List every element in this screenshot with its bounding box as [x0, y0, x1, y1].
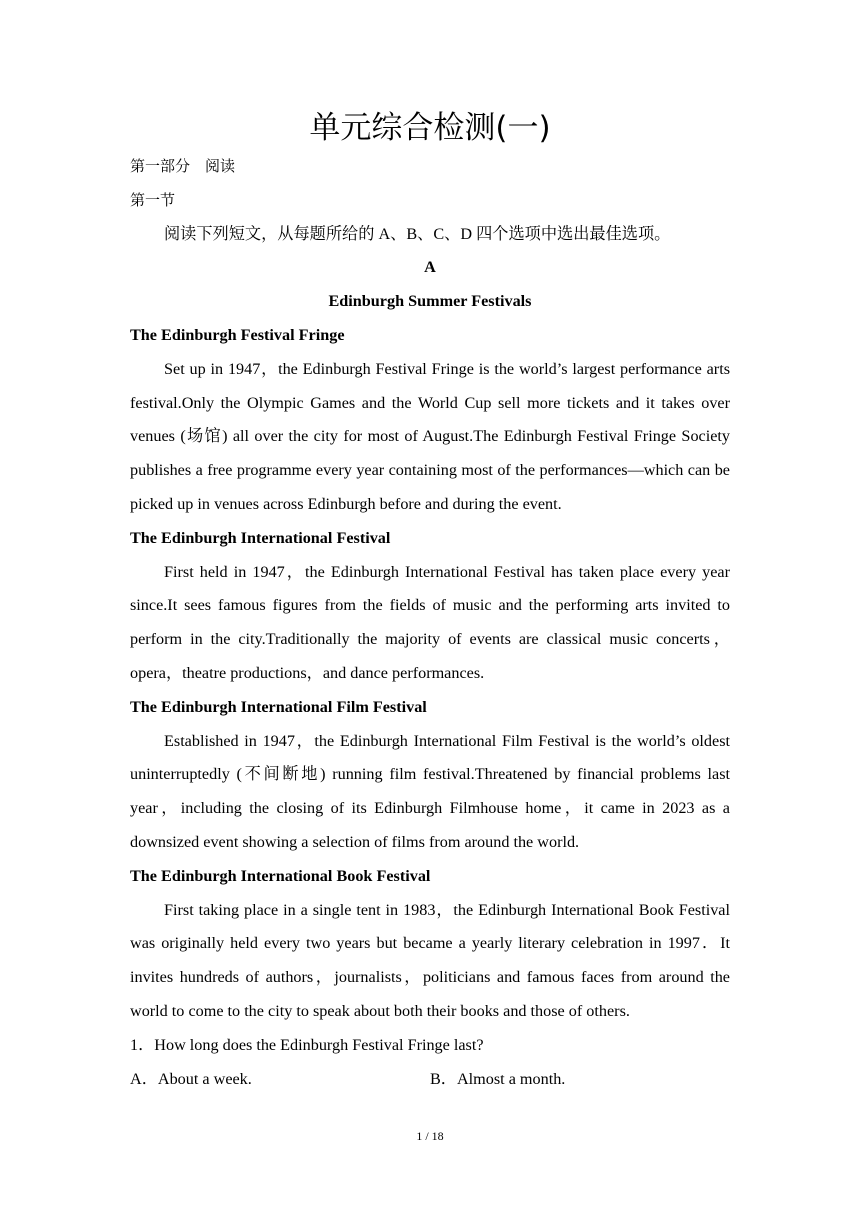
option-a: A．About a week.	[130, 1069, 252, 1088]
section-body-book-festival: First taking place in a single tent in 1983，the Edinburgh International Book Festival was originally held every two years but became a yearly literary celebration in 1997．It invites hundreds of authors，journalists，politicians and famous faces from around the world to come to the city to speak about both their books and those of others.	[130, 900, 730, 1020]
section-heading-international-festival: The Edinburgh International Festival	[130, 528, 391, 547]
page-number: 1 / 18	[416, 1129, 444, 1143]
question-text: 1．How long does the Edinburgh Festival Fringe last?	[130, 1035, 484, 1054]
section-body-fringe: Set up in 1947，the Edinburgh Festival Fringe is the world’s largest performance arts festival.Only the Olympic Games and the World Cup sell more tickets and it takes over venues (场馆) all over the city for most of August.The Edinburgh Festival Fringe Society publishes a free programme every year containing most of the performances—which can be picked up in venues across Edinburgh before and during the event.	[130, 359, 730, 513]
instruction-text: 阅读下列短文，从每题所给的 A、B、C、D 四个选项中选出最佳选项。	[164, 224, 671, 243]
document-title: 单元综合检测(一)	[309, 110, 551, 146]
section-heading-film-festival: The Edinburgh International Film Festival	[130, 697, 427, 716]
answer-options	[130, 1063, 730, 1097]
option-b: B．Almost a month.	[430, 1069, 566, 1088]
section-body-film-festival: Established in 1947，the Edinburgh International Film Festival is the world’s oldest uninterruptedly (不间断地) running film festival.Threatened by financial problems last year，including the closing of its Edinburgh Filmhouse home，it came in 2023 as a downsized event showing a selection of films from around the world.	[130, 731, 730, 851]
part-heading: 第一部分 阅读	[130, 157, 236, 175]
passage-title: Edinburgh Summer Festivals	[328, 292, 532, 311]
document-body	[130, 150, 730, 1096]
section-heading: 第一节	[130, 190, 176, 209]
section-body-international-festival: First held in 1947，the Edinburgh International Festival has taken place every year since.It sees famous figures from the fields of music and the performing arts invited to perform in the city.Traditionally the majority of events are classical music concerts，opera，theatre productions，and dance performances.	[130, 562, 730, 682]
passage-letter: A	[424, 258, 436, 277]
section-heading-fringe: The Edinburgh Festival Fringe	[130, 325, 345, 344]
section-heading-book-festival: The Edinburgh International Book Festival	[130, 866, 431, 885]
